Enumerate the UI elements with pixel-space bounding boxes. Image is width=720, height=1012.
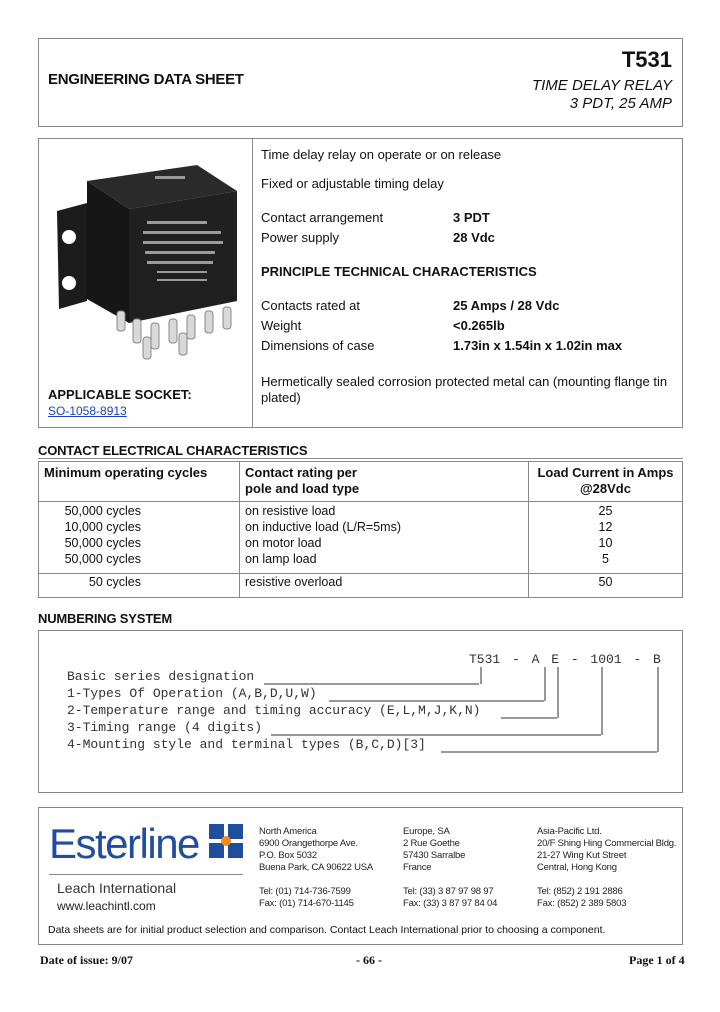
spec-label: Contacts rated at bbox=[261, 298, 360, 313]
spec-value: 25 Amps / 28 Vdc bbox=[453, 298, 560, 313]
overload-cycles-cell: 50 cycles bbox=[88, 575, 141, 589]
section-rule bbox=[38, 458, 683, 459]
logo-star-icon bbox=[207, 822, 247, 864]
logo-rule bbox=[49, 874, 243, 875]
header-box bbox=[38, 38, 683, 127]
overload-current-cell: 50 bbox=[598, 575, 613, 589]
spec-label: Weight bbox=[261, 318, 302, 333]
column-header-rating: Contact rating per bbox=[245, 465, 357, 480]
numbering-line: 2-Temperature range and timing accuracy (E,L,M,J,K,N) bbox=[67, 703, 481, 718]
spec-label: Dimensions of case bbox=[261, 338, 375, 353]
spec-value: 28 Vdc bbox=[453, 230, 495, 245]
current-cell: 10 bbox=[598, 536, 613, 550]
numbering-line: 4-Mounting style and terminal types (B,C,D)[3] bbox=[67, 737, 426, 752]
load-type-cell: on lamp load bbox=[245, 552, 317, 566]
header-rule bbox=[39, 501, 682, 502]
spec-value: 1.73in x 1.54in x 1.02in max bbox=[453, 338, 623, 353]
page-count: Page 1 of 4 bbox=[629, 953, 685, 967]
cycles-cell: 10,000 cycles bbox=[64, 520, 141, 534]
cycles-cell: 50,000 cycles bbox=[64, 552, 141, 566]
model-number: T531 bbox=[621, 47, 672, 72]
product-divider bbox=[252, 139, 253, 427]
address-north-america: North America 6900 Orangethorpe Ave. P.O. Box 5032 Buena Park, CA 90622 USA Tel: (01) 714-736-7599 Fax: (01) 714-670-1145 bbox=[259, 826, 374, 909]
housing-note-cont: plated) bbox=[261, 390, 301, 405]
website-link[interactable]: www.leachintl.com bbox=[57, 899, 156, 913]
numbering-line: 1-Types Of Operation (A,B,D,U,W) bbox=[67, 686, 317, 701]
load-type-cell: on motor load bbox=[245, 536, 322, 550]
description-operate: Time delay relay on operate or on release bbox=[261, 147, 502, 162]
housing-note: Hermetically sealed corrosion protected metal can (mounting flange tin bbox=[261, 374, 668, 389]
address-europe: Europe, SA 2 Rue Goethe 57430 Sarralbe France Tel: (33) 3 87 97 98 97 Fax: (33) 3 87 97 84 04 bbox=[403, 826, 498, 909]
date-of-issue: Date of issue: 9/07 bbox=[40, 953, 133, 967]
principle-title: PRINCIPLE TECHNICAL CHARACTERISTICS bbox=[261, 264, 537, 279]
product-type: TIME DELAY RELAY bbox=[531, 77, 672, 94]
overload-type-cell: resistive overload bbox=[245, 575, 343, 589]
numbering-box bbox=[38, 630, 683, 793]
socket-label: APPLICABLE SOCKET: bbox=[48, 387, 192, 402]
spec-label: Contact arrangement bbox=[261, 210, 384, 225]
column-header-rating-line2: pole and load type bbox=[245, 481, 360, 496]
contact-table bbox=[38, 461, 683, 598]
column-header-current-line2: @28Vdc bbox=[580, 481, 631, 496]
document-title: ENGINEERING DATA SHEET bbox=[48, 71, 244, 88]
division-name: Leach International bbox=[57, 880, 177, 896]
cycles-cell: 50,000 cycles bbox=[64, 536, 141, 550]
current-cell: 12 bbox=[598, 520, 613, 534]
overload-rule bbox=[39, 573, 682, 574]
current-cell: 5 bbox=[602, 552, 609, 566]
product-box bbox=[38, 138, 683, 428]
part-number-code: T531 - A E - 1001 - B bbox=[469, 652, 661, 667]
relay-photo bbox=[47, 151, 247, 371]
column-header-cycles: Minimum operating cycles bbox=[44, 465, 208, 480]
esterline-logo: Esterline bbox=[49, 820, 199, 867]
description-timing: Fixed or adjustable timing delay bbox=[261, 176, 444, 191]
numbering-line: Basic series designation bbox=[67, 669, 255, 684]
numbering-section-title: NUMBERING SYSTEM bbox=[38, 611, 173, 626]
numbering-line: 3-Timing range (4 digits) bbox=[67, 720, 263, 735]
cycles-cell: 50,000 cycles bbox=[64, 504, 141, 518]
socket-link[interactable]: SO-1058-8913 bbox=[48, 404, 127, 418]
column-divider bbox=[239, 462, 240, 597]
contact-section-title: CONTACT ELECTRICAL CHARACTERISTICS bbox=[38, 443, 308, 458]
spec-value: 3 PDT bbox=[453, 210, 490, 225]
address-asia-pacific: Asia-Pacific Ltd. 20/F Shing Hing Commercial Bldg. 21-27 Wing Kut Street Central, Hong Kong Tel: (852) 2 191 2886 Fax: (852) 2 389 5803 bbox=[537, 826, 677, 909]
disclaimer: Data sheets are for initial product selection and comparison. Contact Leach International prior to choosing a component. bbox=[48, 924, 606, 936]
load-type-cell: on inductive load (L/R=5ms) bbox=[245, 520, 401, 534]
spec-value: <0.265lb bbox=[453, 318, 505, 333]
footer-box bbox=[38, 807, 683, 945]
column-header-current: Load Current in Amps bbox=[537, 465, 674, 480]
page-number: - 66 - bbox=[356, 953, 382, 967]
current-cell: 25 bbox=[598, 504, 613, 518]
load-type-cell: on resistive load bbox=[245, 504, 336, 518]
spec-label: Power supply bbox=[261, 230, 340, 245]
product-rating: 3 PDT, 25 AMP bbox=[569, 95, 672, 112]
